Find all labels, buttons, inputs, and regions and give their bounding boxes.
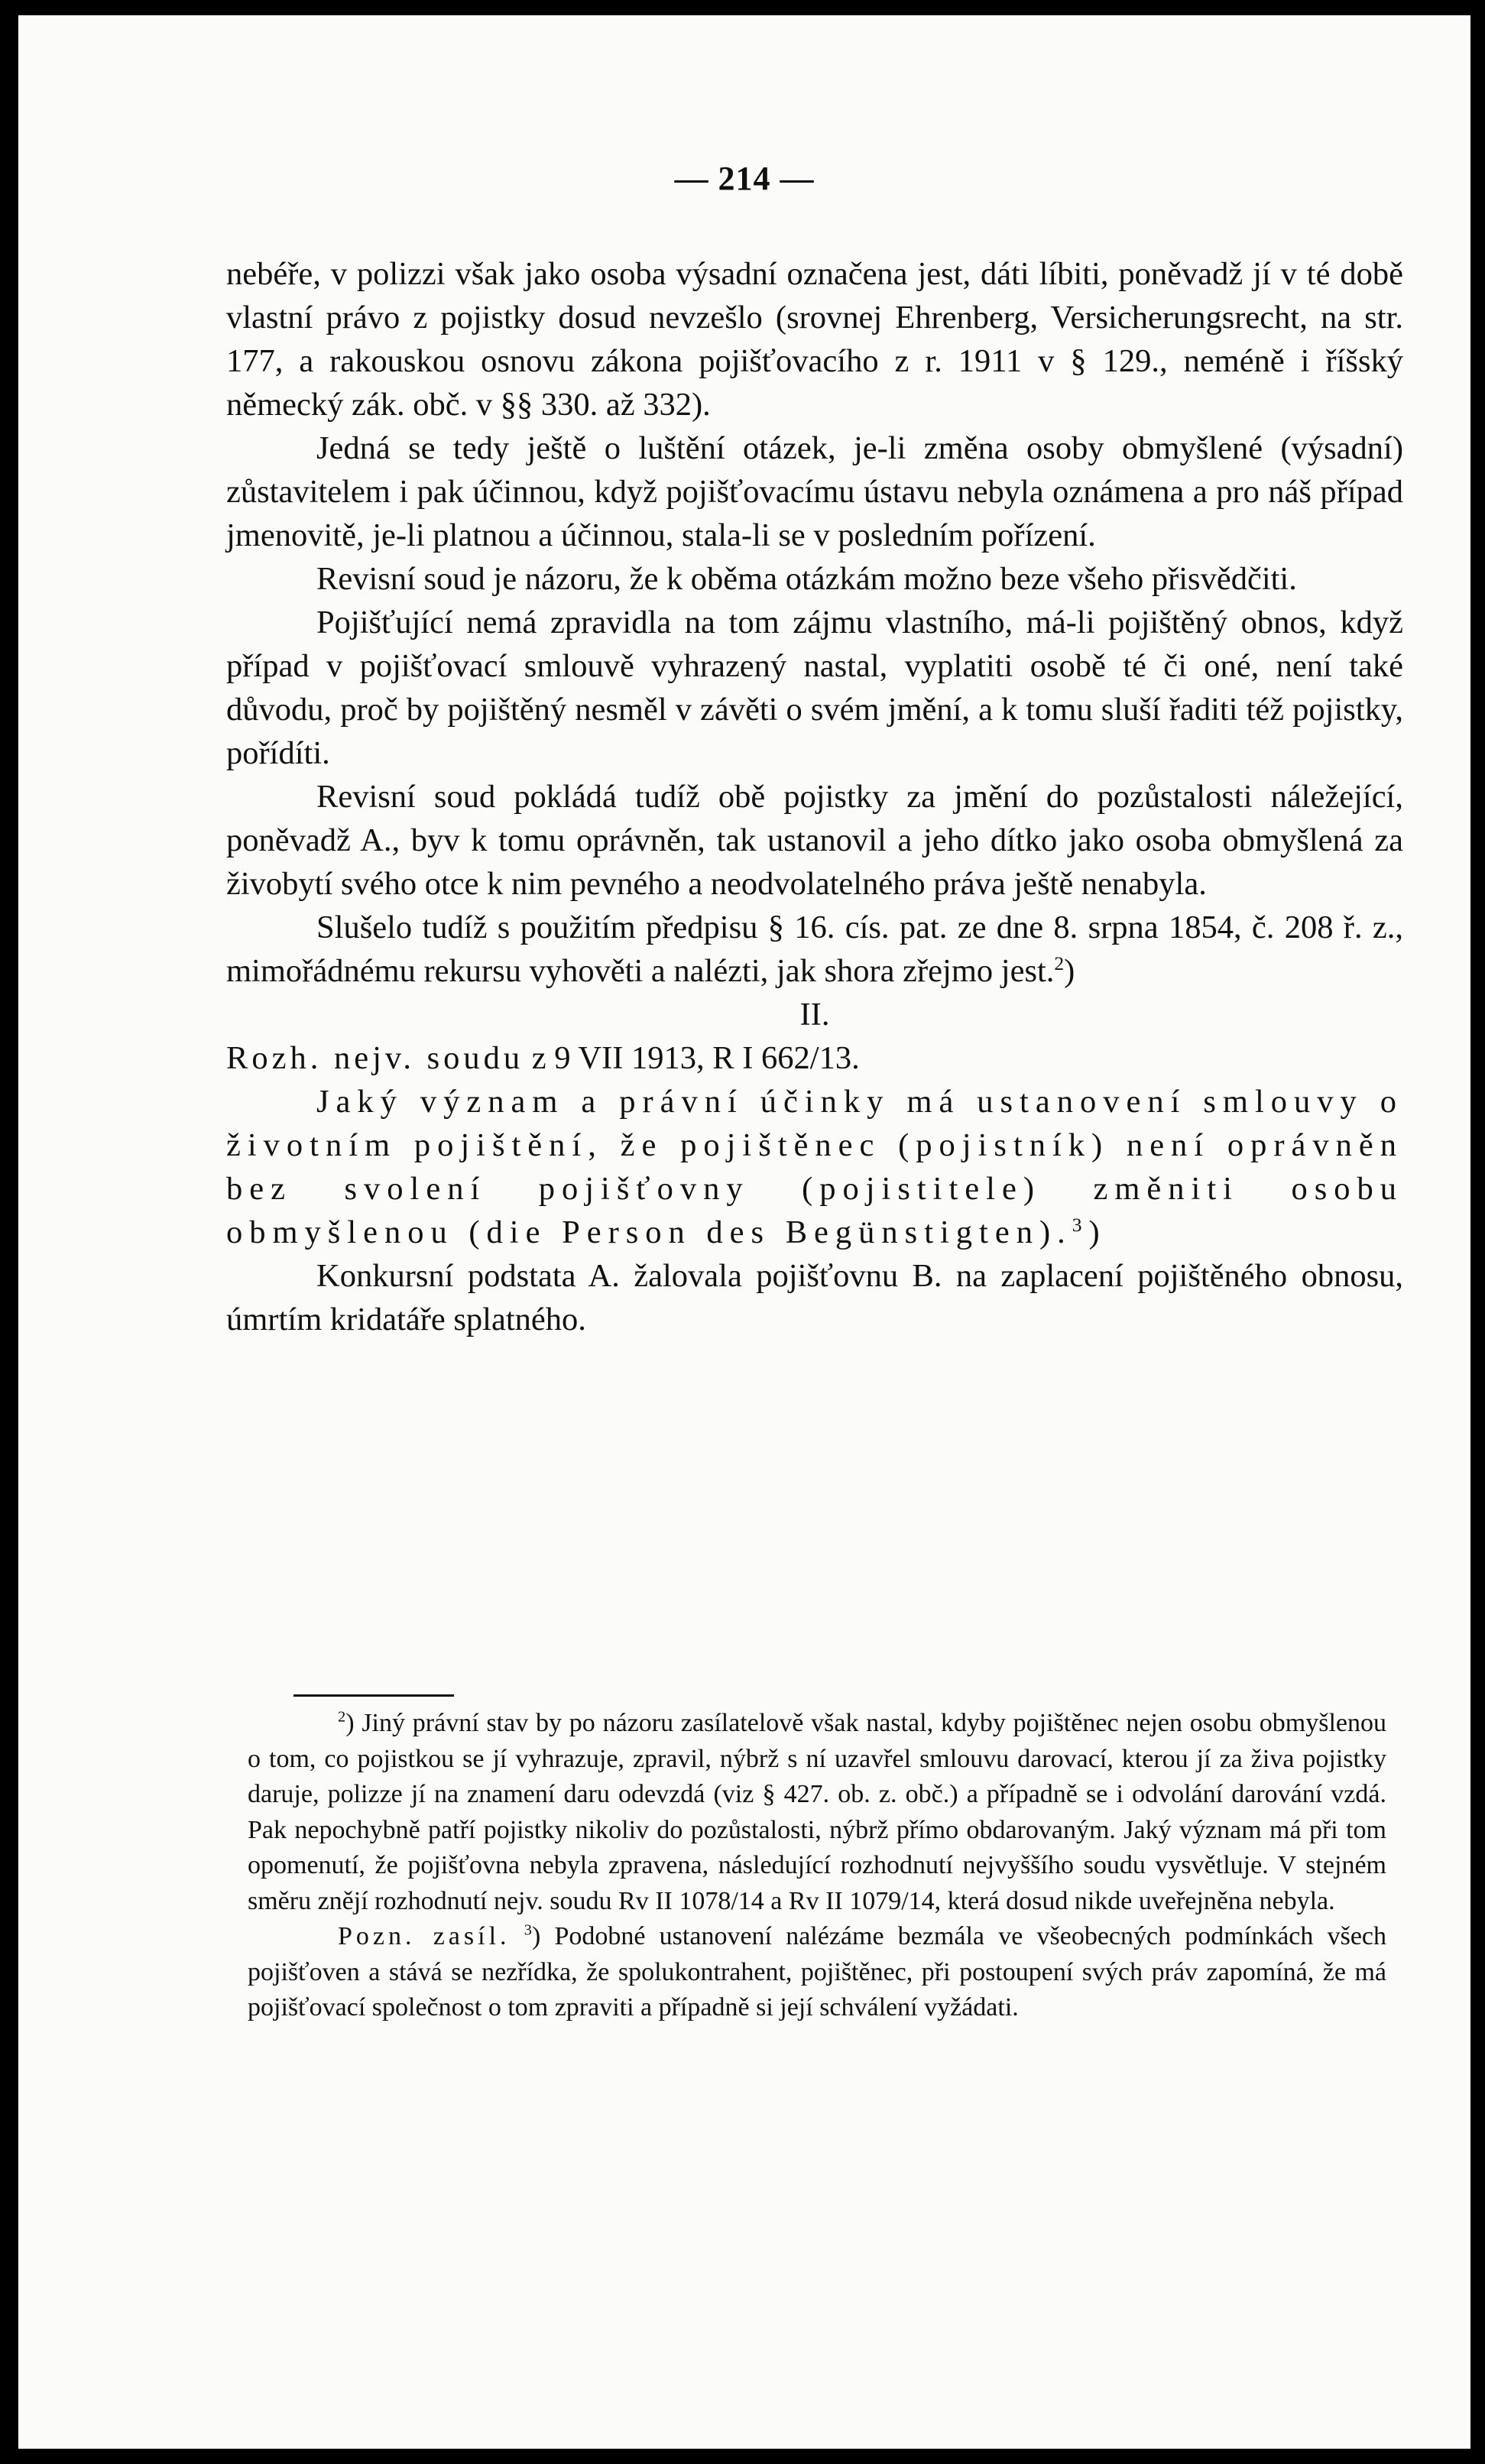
footnote-2 bbox=[248, 1706, 1386, 1919]
paragraph-1: nebéře, v polizzi však jako osoba výsadní označena jest, dáti líbiti, poněvadž jí v té době vlastní právo z pojistky dosud nevzešlo (srovnej Ehrenberg, Versicherungsrecht, na str. 177, a rakouskou osnovu zákona pojišťovacího z r. 1911 v § 129., neméně i říšský německý zák. obč. v §§ 330. až 332). bbox=[226, 256, 1403, 423]
section-heading: II. bbox=[799, 997, 830, 1033]
footnote-3-text: ) Podobné ustanovení nalézáme bezmála ve všeobecných podmínkách všech pojišťoven a stává se nezřídka, že spolukontrahent, pojištěnec, při postoupení svých práv zapomíná, že má pojišťovací společnost o tom zpraviti a případně si její schválení vyžádati. bbox=[248, 1922, 1387, 2021]
footnotes bbox=[248, 1706, 1386, 2026]
footnote-ref-3: 3 bbox=[1072, 1213, 1089, 1236]
headnote-end: ) bbox=[1088, 1214, 1107, 1250]
paragraph-4: Pojišťující nemá zpravidla na tom zájmu vlastního, má-li pojištěný obnos, když případ v pojišťovací smlouvě vyhrazený nastal, vyplatiti osobě té či oné, není také důvodu, proč by pojištěný nesměl v závěti o svém jmění, a k tomu sluší řaditi též pojistky, pořídíti. bbox=[226, 605, 1403, 771]
paragraph-6-text: Slušelo tudíž s použitím předpisu § 16. cís. pat. ze dne 8. srpna 1854, č. 208 ř. z., mimořádnému rekursu vyhověti a nalézti, jak shora zřejmo jest. bbox=[226, 909, 1403, 989]
decision-reference-rest: z 9 VII 1913, R I 662/13. bbox=[524, 1040, 860, 1076]
main-text bbox=[226, 252, 1403, 1341]
footnote-divider bbox=[293, 1694, 454, 1697]
footnote-3-label: Pozn. zasíl. bbox=[338, 1922, 511, 1950]
page-number: — 214 — bbox=[674, 160, 815, 197]
paragraph-2: Jedná se tedy ještě o luštění otázek, je-li změna osoby obmyšlené (výsadní) zůstavitelem i pak účinnou, když pojišťovacímu ústavu nebyla oznámena a pro náš případ jmenovitě, je-li platnou a účinnou, stala-li se v posledním pořízení. bbox=[226, 430, 1403, 553]
paragraph-3: Revisní soud je názoru, že k oběma otázkám možno beze všeho přisvědčiti. bbox=[316, 561, 1297, 597]
headnote-text: Jaký význam a právní účinky má ustanovení smlouvy o životním pojištění, že pojištěnec (pojistník) není oprávněn bez svolení pojišťovny (pojistitele) změniti osobu obmyšlenou (die Person des Begünstigten). bbox=[226, 1084, 1403, 1250]
decision-reference-label: Rozh. nejv. soudu bbox=[226, 1040, 524, 1076]
footnote-3-marker: 3 bbox=[524, 1921, 532, 1939]
paragraph-6 bbox=[226, 906, 1403, 993]
paragraph-5: Revisní soud pokládá tudíž obě pojistky za jmění do pozůstalosti náležející, poněvadž A., byv k tomu oprávněn, tak ustanovil a jeho dítko jako osoba obmyšlená za živobytí svého otce k nim pevného a neodvolatelného práva ještě nenabyla. bbox=[226, 779, 1403, 902]
paragraph-6-end: ) bbox=[1064, 953, 1075, 989]
book-page bbox=[18, 15, 1470, 2449]
paragraph-7: Konkursní podstata A. žalovala pojišťovnu B. na zaplacení pojištěného obnosu, úmrtím kridatáře splatného. bbox=[226, 1258, 1403, 1337]
footnote-3 bbox=[248, 1919, 1386, 2026]
headnote bbox=[226, 1080, 1403, 1254]
footnote-2-text: ) Jiný právní stav by po názoru zasílatelově však nastal, kdyby pojištěnec nejen osobu obmyšlenou o tom, co pojistkou se jí vyhrazuje, zpravil, nýbrž s ní uzavřel smlouvu darovací, kterou jí za živa pojistky daruje, polizze jí na znamení daru odevzdá (viz § 427. ob. z. obč.) a případně se i odvolání darování vzdá. Pak nepochybně patří pojistky nikoliv do pozůstalosti, nýbrž přímo obdarovaným. Jaký význam má při tom opomenutí, že pojišťovna nebyla zpravena, následující rozhodnutí nejvyššího soudu vysvětluje. V stejném směru znějí rozhodnutí nejv. soudu Rv II 1078/14 a Rv II 1079/14, která dosud nikde uveřejněna nebyla. bbox=[248, 1709, 1386, 1915]
footnote-ref-2: 2 bbox=[1054, 952, 1065, 974]
decision-reference bbox=[226, 1036, 1403, 1080]
footnote-2-marker: 2 bbox=[338, 1708, 346, 1726]
